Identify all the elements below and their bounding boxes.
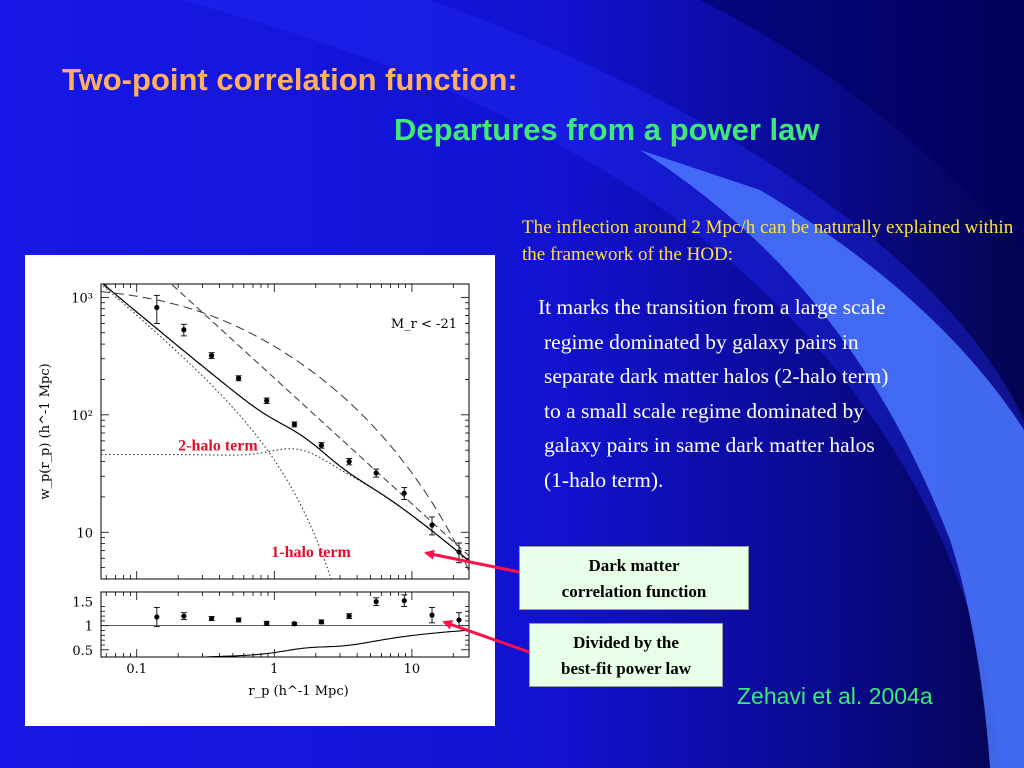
y-tick-label: 10³: [71, 291, 93, 307]
callout-dark-matter: [519, 546, 749, 610]
ratio-data-point: [347, 613, 352, 618]
ratio-data-point: [154, 614, 159, 619]
y-tick-label: 0.5: [72, 643, 93, 659]
callout-dark-matter-line: correlation function: [561, 582, 707, 601]
slide-title-line1: Two-point correlation function:: [62, 62, 518, 97]
y-tick-label: 1: [84, 619, 93, 635]
x-axis-label: r_p (h^-1 Mpc): [248, 684, 349, 699]
ratio-data-point: [236, 617, 241, 622]
wp-data-point: [374, 470, 379, 475]
y-tick-label: 10: [76, 526, 93, 542]
ratio-model-curve: [205, 630, 470, 657]
wp-data-point: [319, 443, 324, 448]
wp-data-point: [402, 491, 407, 496]
wp-data-point: [154, 305, 159, 310]
y-tick-label: 10²: [71, 408, 93, 424]
callout-divided-line: best-fit power law: [561, 659, 691, 678]
lower-panel-frame: [101, 592, 469, 657]
annotation-2halo: 2-halo term: [178, 437, 258, 455]
bullet-line: regime dominated by galaxy pairs in: [544, 329, 859, 354]
bullet-line: It marks the transition from a large scale: [538, 295, 886, 319]
slide-title-line2: Departures from a power law: [394, 112, 820, 147]
callout-dark-matter-line: Dark matter: [588, 556, 680, 575]
figure-svg: [25, 255, 495, 726]
annotation-1halo: 1-halo term: [271, 543, 351, 561]
wp-data-point: [264, 398, 269, 403]
citation: Zehavi et al. 2004a: [737, 683, 933, 709]
bullet-line: to a small scale regime dominated by: [544, 398, 865, 423]
callout-divided-by-power-law: [529, 623, 723, 687]
ratio-data-point: [319, 619, 324, 624]
ratio-data-point: [264, 621, 269, 626]
callout-divided-line: Divided by the: [573, 633, 679, 652]
wp-data-point: [181, 327, 186, 332]
wp-data-point: [209, 353, 214, 358]
ratio-data-point: [209, 616, 214, 621]
ratio-data-point: [181, 613, 186, 618]
bullet-line: galaxy pairs in same dark matter halos: [544, 433, 875, 457]
plot-frames: [101, 284, 469, 657]
bullet-line: separate dark matter halos (2-halo term): [544, 364, 889, 388]
bullet-line: (1-halo term).: [544, 467, 664, 492]
ratio-data-point: [402, 598, 407, 603]
ratio-data-point: [374, 599, 379, 604]
x-tick-label: 0.1: [126, 662, 148, 677]
correlation-function-figure: [25, 255, 495, 726]
dark-matter-curve: [101, 292, 469, 571]
sample-label: M_r < -21: [390, 317, 457, 332]
ratio-data-point: [429, 613, 434, 618]
model-curves: [101, 284, 469, 657]
wp-data-point: [292, 422, 297, 427]
ratio-data-point: [292, 621, 297, 626]
y-tick-label: 1.5: [72, 595, 93, 611]
intro-text: The inflection around 2 Mpc/h can be naturally explained within the framework of the HOD:: [522, 217, 1014, 265]
wp-data-point: [347, 459, 352, 464]
wp-data-point: [456, 549, 461, 554]
data-points: [154, 295, 462, 627]
wp-data-point: [236, 376, 241, 381]
x-tick-label: 1: [270, 662, 279, 677]
ratio-data-point: [456, 617, 461, 622]
bullet-paragraph: [538, 290, 1008, 497]
wp-data-point: [429, 523, 434, 528]
x-tick-label: 10: [403, 662, 421, 677]
y-axis-label: w_p(r_p) (h^-1 Mpc): [38, 363, 53, 500]
